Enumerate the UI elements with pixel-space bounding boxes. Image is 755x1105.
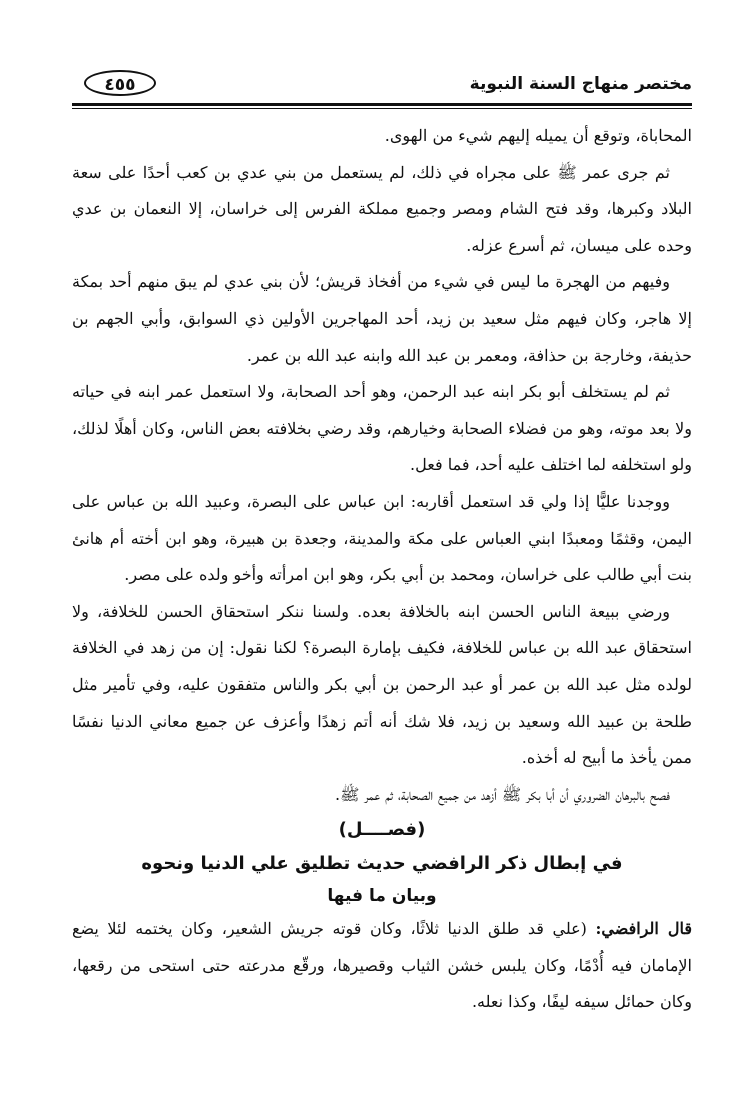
page-number: ٤٥٥	[84, 70, 156, 96]
section-label: (فصــــل)	[338, 819, 426, 841]
page-header	[72, 70, 692, 100]
paragraph-rafidi-claim	[72, 911, 692, 1021]
section-subtitle: وبيان ما فيها	[327, 886, 437, 907]
page-body	[72, 118, 692, 1021]
paragraph: فصح بالبرهان الضروري أن أبا بكر ﷺ أزهد من جميع الصحابة، ثم عمر ﷺ.	[334, 784, 670, 804]
paragraph-continuation: المحاباة، وتوقع أن يميله إليهم شيء من الهوى.	[384, 126, 692, 145]
paragraph: وفيهم من الهجرة ما ليس في شيء من أفخاذ قريش؛ لأن بني عدي لم يبق منهم أحد بمكة إلا هاجر، وكان فيهم مثل سعيد بن زيد، أحد المهاجرين الأولين ذي السوابق، وأبي الجهم بن حذيفة، وخارجة بن حذافة، ومعمر بن عبد الله وابنه عبد الله بن عمر.	[72, 272, 692, 365]
paragraph: ثم جرى عمر ﷺ على مجراه في ذلك، لم يستعمل من بني عدي بن كعب أحدًا على سعة البلاد وكبرها، وقد فتح الشام ومصر وجميع مملكة الفرس إلى خراسان، إلا النعمان بن عدي وحده على ميسان، ثم أسرع عزله.	[72, 162, 692, 255]
header-rule-thick	[72, 103, 692, 106]
paragraph: ووجدنا عليًّا إذا ولي قد استعمل أقاربه: ابن عباس على البصرة، وعبيد الله بن عباس على اليمن، وقثمًا ومعبدًا ابني العباس على مكة والمدينة، وجعدة بن هبيرة، وهو ابن أخته أم هانئ بنت أبي طالب على خراسان، ومحمد بن أبي بكر، وهو ابن امرأته وأخو ولده على مصر.	[72, 491, 693, 585]
section-title: في إبطال ذكر الرافضي حديث تطليق علي الدنيا ونحوه	[141, 853, 623, 875]
paragraph: ثم لم يستخلف أبو بكر ابنه عبد الرحمن، وهو أحد الصحابة، ولا استعمل عمر ابنه في حياته ولا بعد موته، وهو من فضلاء الصحابة وخيارهم، وقد رضي بخلافته بعض الناس، وكان أهلًا لذلك، ولو استخلفه لما اختلف عليه أحد، فما فعل.	[72, 382, 693, 475]
paragraph: ورضي ببيعة الناس الحسن ابنه بالخلافة بعده. ولسنا ننكر استحقاق الحسن للخلافة، ولا استحقاق عبد الله بن عباس للخلافة، فكيف بإمارة البصرة؟ لكنا نقول: إن من زهد في الخلافة لولده مثل عبد الله بن عمر أو عبد الرحمن بن أبي بكر والناس متفقون عليه، وفي تأمير مثل طلحة بن عبيد الله وسعيد بن زيد، فلا شك أنه أتم زهدًا وأعزف عن جميع معاني الدنيا نفسًا ممن يأخذ ما أبيح له أخذه.	[72, 601, 693, 768]
header-rule-thin	[72, 108, 692, 109]
running-head-title: مختصر منهاج السنة النبوية	[469, 74, 692, 94]
claim-text: (علي قد طلق الدنيا ثلاثًا، وكان قوته جريش الشعير، وكان يختمه لئلا يضع الإمامان فيه أُدْمًا، وكان يلبس خشن الثياب وقصيرها، ورقّع مدرعته حتى استحى من رقعها، وكان حمائل سيفه ليفًا، وكذا نعله.	[72, 919, 692, 1012]
speaker-label: قال الرافضي:	[595, 919, 692, 939]
